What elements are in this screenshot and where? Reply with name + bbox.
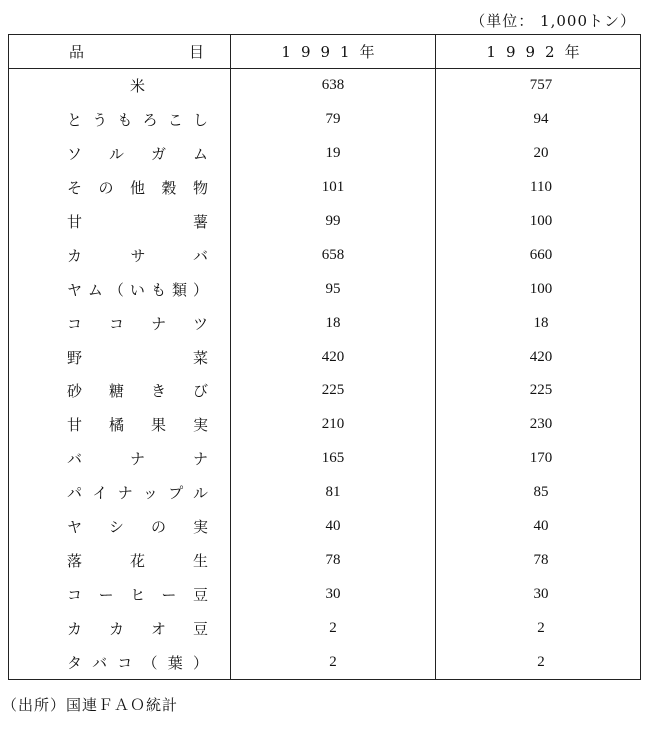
table-row	[9, 442, 641, 476]
value-1991: 81	[231, 476, 436, 510]
value-1992: 85	[436, 476, 641, 510]
value-1991: 30	[231, 577, 436, 611]
table-row	[9, 272, 641, 306]
value-1992: 110	[436, 171, 641, 205]
item-name: 落花生	[9, 543, 231, 577]
table-row	[9, 103, 641, 137]
value-1991: 40	[231, 510, 436, 544]
item-name: バナナ	[9, 442, 231, 476]
item-name: ソルガム	[9, 137, 231, 171]
value-1991: 165	[231, 442, 436, 476]
value-1992: 2	[436, 611, 641, 645]
value-1992: 2	[436, 645, 641, 679]
item-name: ヤム（いも類）	[9, 272, 231, 306]
table-row	[9, 408, 641, 442]
table-row	[9, 238, 641, 272]
value-1991: 420	[231, 340, 436, 374]
value-1992: 660	[436, 238, 641, 272]
value-1991: 658	[231, 238, 436, 272]
value-1991: 79	[231, 103, 436, 137]
item-name: その他穀物	[9, 171, 231, 205]
item-name: とうもろこし	[9, 103, 231, 137]
value-1991: 225	[231, 374, 436, 408]
item-name: カカオ豆	[9, 611, 231, 645]
value-1992: 100	[436, 272, 641, 306]
item-name: 甘 薯	[9, 205, 231, 239]
value-1992: 18	[436, 306, 641, 340]
table-row	[9, 205, 641, 239]
value-1992: 40	[436, 510, 641, 544]
table-row	[9, 340, 641, 374]
item-name: 甘橘果実	[9, 408, 231, 442]
value-1991: 2	[231, 645, 436, 679]
source-note: （出所）国連ＦＡＯ統計	[2, 696, 179, 714]
table-row	[9, 69, 641, 103]
unit-note: （単位： 1,000トン）	[470, 12, 636, 30]
value-1992: 94	[436, 103, 641, 137]
item-name: パイナップル	[9, 476, 231, 510]
value-1992: 757	[436, 69, 641, 103]
value-1992: 225	[436, 374, 641, 408]
table-row	[9, 137, 641, 171]
value-1992: 20	[436, 137, 641, 171]
table-header-row	[9, 35, 641, 69]
value-1991: 78	[231, 543, 436, 577]
value-1992: 420	[436, 340, 641, 374]
value-1991: 18	[231, 306, 436, 340]
item-name: 米	[9, 69, 231, 103]
table-row	[9, 476, 641, 510]
item-name: タバコ（葉）	[9, 645, 231, 679]
value-1992: 30	[436, 577, 641, 611]
table-row	[9, 306, 641, 340]
item-name: コーヒー豆	[9, 577, 231, 611]
value-1991: 2	[231, 611, 436, 645]
value-1991: 638	[231, 69, 436, 103]
item-name: ヤシの実	[9, 510, 231, 544]
value-1991: 19	[231, 137, 436, 171]
value-1991: 95	[231, 272, 436, 306]
value-1991: 101	[231, 171, 436, 205]
header-year-1991: 1991年	[231, 35, 436, 69]
table-row	[9, 171, 641, 205]
value-1992: 170	[436, 442, 641, 476]
table-row	[9, 611, 641, 645]
item-name: 野 菜	[9, 340, 231, 374]
item-name: カサバ	[9, 238, 231, 272]
table-row	[9, 577, 641, 611]
table-row	[9, 510, 641, 544]
table-row	[9, 374, 641, 408]
item-name: ココナツ	[9, 306, 231, 340]
item-name: 砂糖きび	[9, 374, 231, 408]
value-1991: 99	[231, 205, 436, 239]
header-item: 品 目	[9, 35, 231, 69]
value-1992: 230	[436, 408, 641, 442]
value-1992: 100	[436, 205, 641, 239]
crop-production-table	[8, 34, 641, 680]
header-year-1992: 1992年	[436, 35, 641, 69]
value-1991: 210	[231, 408, 436, 442]
value-1992: 78	[436, 543, 641, 577]
table-row	[9, 645, 641, 679]
table-row	[9, 543, 641, 577]
